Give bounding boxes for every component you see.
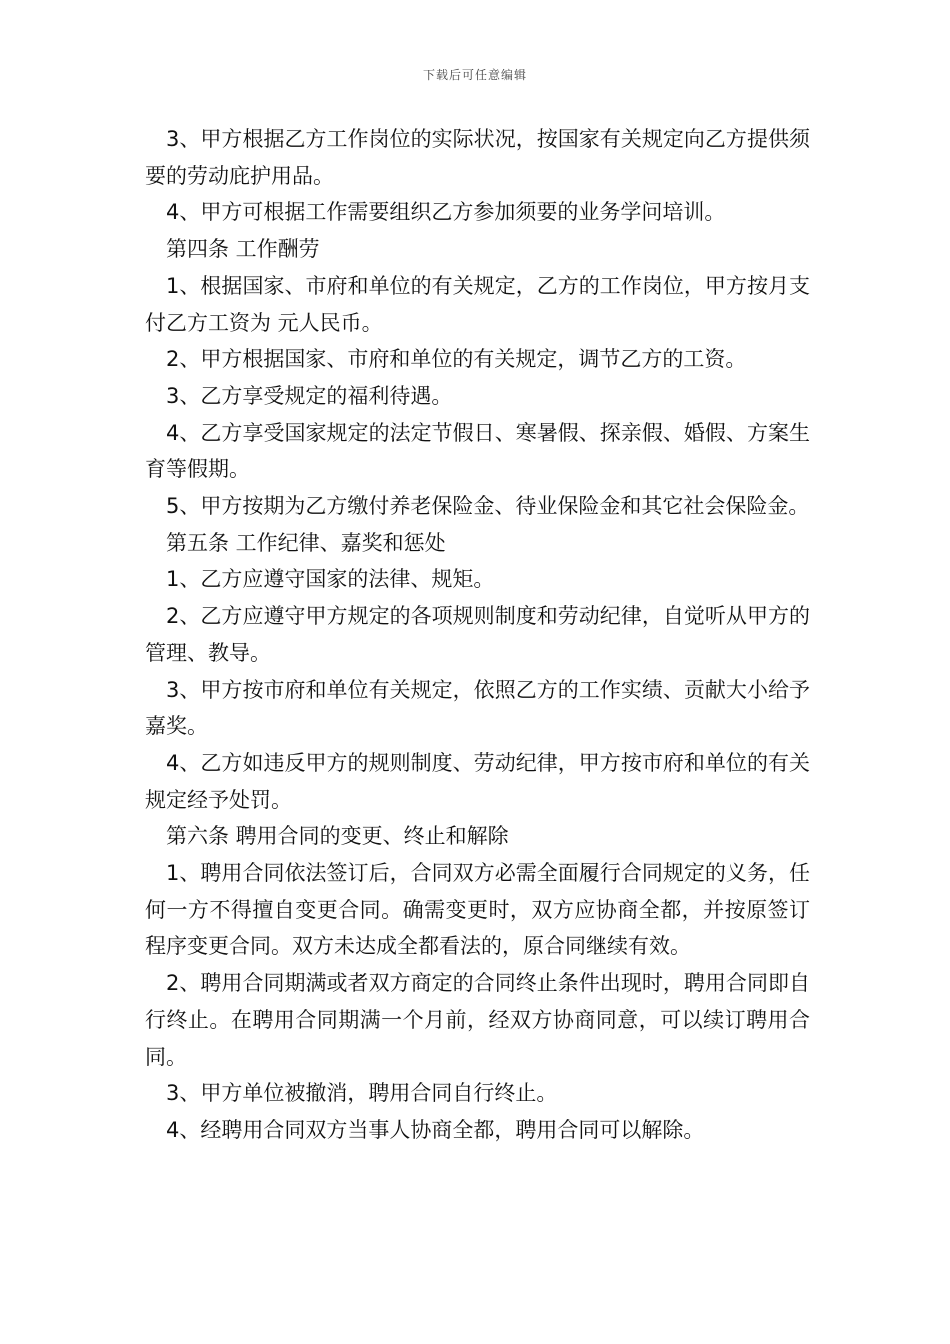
document-body	[145, 121, 810, 1149]
clause-6-2: 2、聘用合同期满或者双方商定的合同终止条件出现时，聘用合同即自行终止。在聘用合同期满一个月前，经双方协商同意，可以续订聘用合同。	[145, 971, 810, 1069]
clause-4-4: 4、乙方享受国家规定的法定节假日、寒暑假、探亲假、婚假、方案生育等假期。	[145, 420, 810, 482]
clause-4-1: 1、根据国家、市府和单位的有关规定，乙方的工作岗位，甲方按月支付乙方工资为 元人民币。	[145, 273, 810, 335]
article-6-heading: 第六条 聘用合同的变更、终止和解除	[166, 824, 509, 849]
clause-6-1: 1、聘用合同依法签订后，合同双方必需全面履行合同规定的义务，任何一方不得擅自变更合同。确需变更时，双方应协商全都，并按原签订程序变更合同。双方未达成全都看法的，原合同继续有效。	[145, 861, 810, 959]
article-4-heading: 第四条 工作酬劳	[166, 237, 320, 262]
clause-5-2: 2、乙方应遵守甲方规定的各项规则制度和劳动纪律，自觉听从甲方的管理、教导。	[145, 604, 810, 665]
clause-6-4: 4、经聘用合同双方当事人协商全都，聘用合同可以解除。	[166, 1117, 705, 1142]
page-header: 下载后可任意编辑	[422, 68, 527, 82]
clause-6-3: 3、甲方单位被撤消，聘用合同自行终止。	[166, 1081, 558, 1106]
clause-5-3: 3、甲方按市府和单位有关规定，依照乙方的工作实绩、贡献大小给予嘉奖。	[145, 677, 810, 739]
clause-5-1: 1、乙方应遵守国家的法律、规矩。	[166, 567, 495, 592]
clause-4-5: 5、甲方按期为乙方缴付养老保险金、待业保险金和其它社会保险金。	[166, 494, 810, 519]
clause-3-4: 4、甲方可根据工作需要组织乙方参加须要的业务学问培训。	[166, 200, 726, 225]
clause-5-4: 4、乙方如违反甲方的规则制度、劳动纪律，甲方按市府和单位的有关规定经予处罚。	[145, 750, 810, 812]
article-5-heading: 第五条 工作纪律、嘉奖和惩处	[166, 530, 446, 555]
clause-3-3: 3、甲方根据乙方工作岗位的实际状况，按国家有关规定向乙方提供须要的劳动庇护用品。	[145, 127, 810, 188]
clause-4-2: 2、甲方根据国家、市府和单位的有关规定，调节乙方的工资。	[166, 347, 747, 372]
clause-4-3: 3、乙方享受规定的福利待遇。	[166, 383, 453, 408]
